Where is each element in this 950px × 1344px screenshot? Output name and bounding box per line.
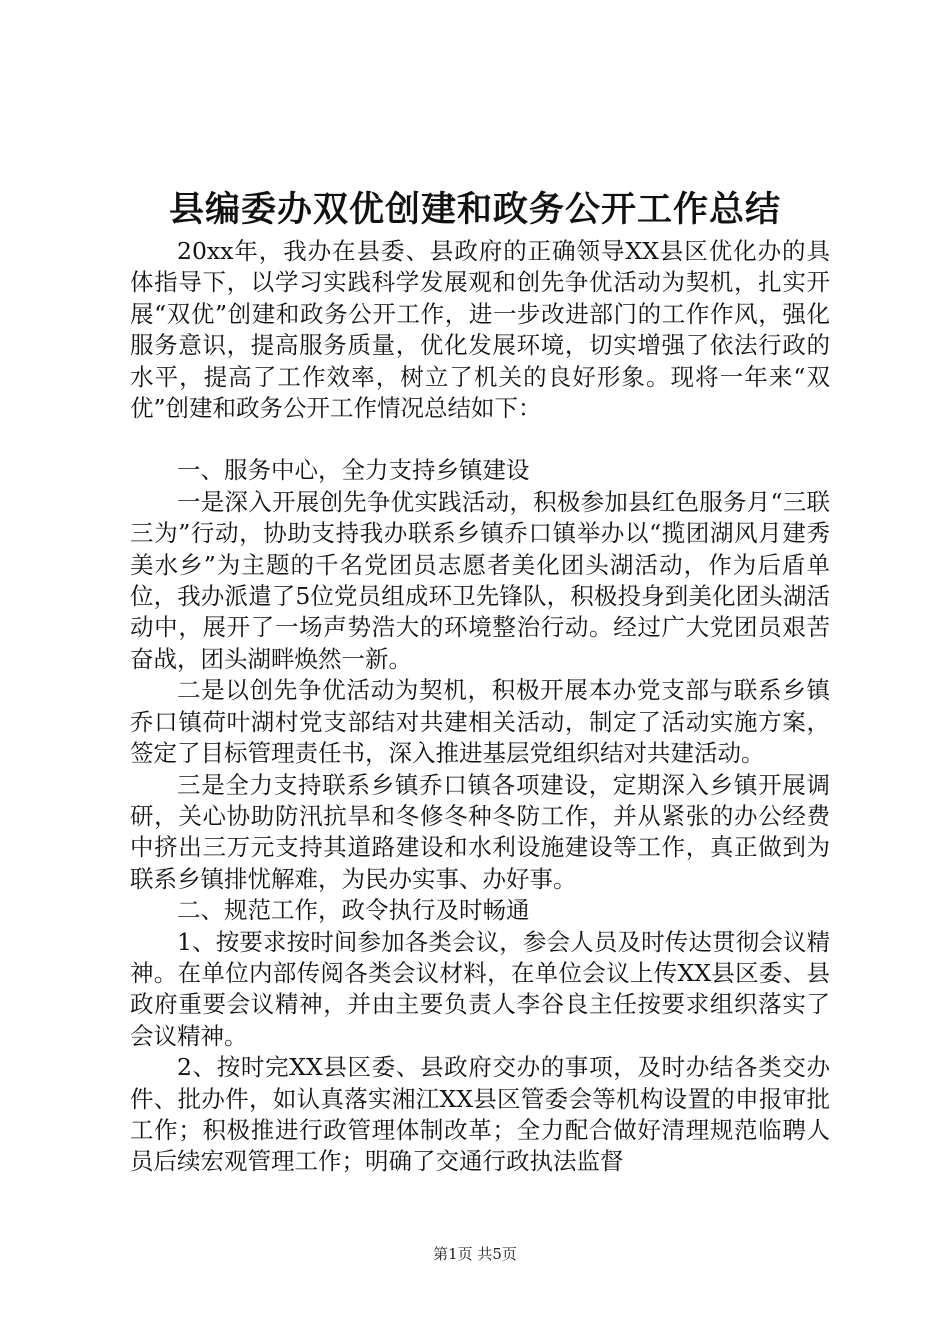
document-body xyxy=(130,236,830,1178)
page-footer: 第1页 共5页 xyxy=(433,1245,517,1263)
intro-paragraph: 20xx年，我办在县委、县政府的正确领导XX县区优化办的具体指导下，以学习实践科学发展观和创先争优活动为契机，扎实开展“双优”创建和政务公开工作，进一步改进部门的工作作风，强化服务意识，提高服务质量，优化发展环境，切实增强了依法行政的水平，提高了工作效率，树立了机关的良好形象。现将一年来“双优”创建和政务公开工作情况总结如下： xyxy=(130,237,830,423)
section-1-paragraph-3: 三是全力支持联系乡镇乔口镇各项建设，定期深入乡镇开展调研，关心协助防汛抗旱和冬修冬种冬防工作，并从紧张的办公经费中挤出三万元支持其道路建设和水利设施建设等工作，真正做到为联系乡镇排忧解难，为民办实事、办好事。 xyxy=(130,770,830,893)
document-title: 县编委办双优创建和政务公开工作总结 xyxy=(168,189,781,230)
section-1-paragraph-2: 二是以创先争优活动为契机，积极开展本办党支部与联系乡镇乔口镇荷叶湖村党支部结对共建相关活动，制定了活动实施方案，签定了目标管理责任书，深入推进基层党组织结对共建活动。 xyxy=(130,676,830,768)
section-1-paragraph-1: 一是深入开展创先争优实践活动，积极参加县红色服务月“三联三为”行动，协助支持我办联系乡镇乔口镇举办以“揽团湖风月建秀美水乡”为主题的千名党团员志愿者美化团头湖活动，作为后盾单位，我办派遣了5位党员组成环卫先锋队，积极投身到美化团头湖活动中，展开了一场声势浩大的环境整治行动。经过广大党团员艰苦奋战，团头湖畔焕然一新。 xyxy=(130,487,830,673)
section-2-paragraph-2: 2、按时完XX县区委、县政府交办的事项，及时办结各类交办件、批办件，如认真落实湘江XX县区管委会等机构设置的申报审批工作；积极推进行政管理体制改革；全力配合做好清理规范临聘人员后续宏观管理工作；明确了交通行政执法监督 xyxy=(130,1053,830,1176)
section-1-heading: 一、服务中心，全力支持乡镇建设 xyxy=(177,456,530,485)
section-2-paragraph-1: 1、按要求按时间参加各类会议，参会人员及时传达贯彻会议精神。在单位内部传阅各类会议材料，在单位会议上传XX县区委、县政府重要会议精神，并由主要负责人李谷良主任按要求组织落实了会议精神。 xyxy=(130,927,830,1050)
paragraph-spacer xyxy=(130,424,830,455)
section-2-heading: 二、规范工作，政令执行及时畅通 xyxy=(177,896,530,925)
